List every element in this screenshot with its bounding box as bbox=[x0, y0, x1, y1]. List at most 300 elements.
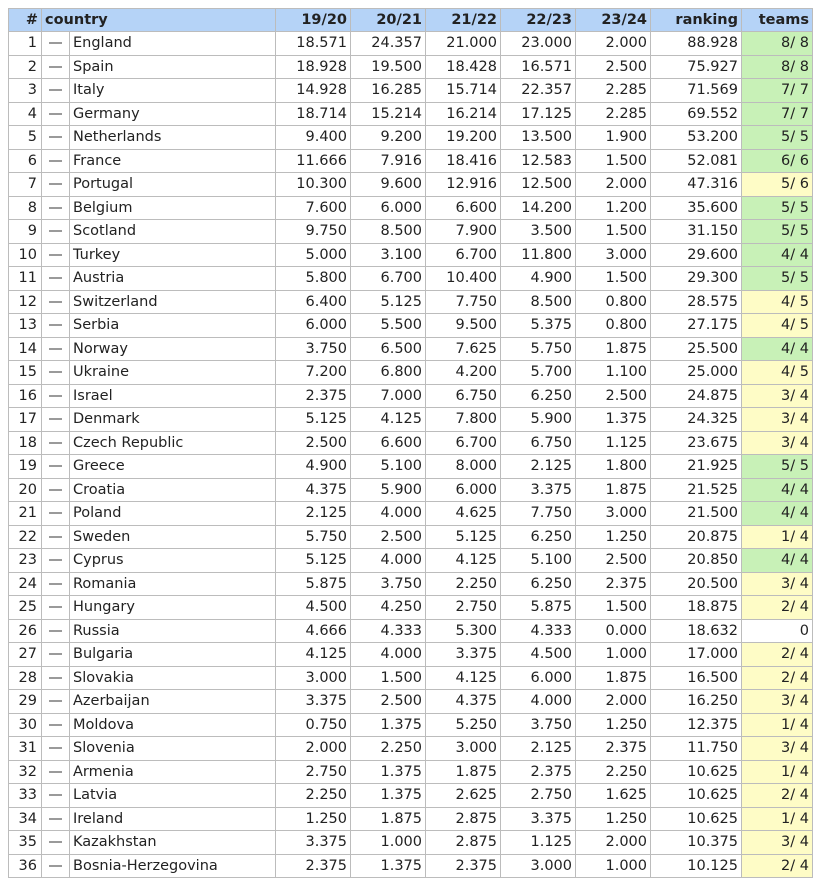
row-rank-index: 34 bbox=[9, 807, 42, 831]
season-23-24-score: 1.250 bbox=[576, 713, 651, 737]
teams-remaining: 3/ 4 bbox=[742, 690, 813, 714]
season-20-21-score: 4.000 bbox=[351, 643, 426, 667]
season-22-23-score: 5.875 bbox=[501, 596, 576, 620]
ranking-score: 20.875 bbox=[651, 525, 742, 549]
country-name[interactable]: Norway bbox=[70, 337, 276, 361]
no-change-dash-icon bbox=[49, 465, 62, 467]
season-19-20-score: 4.666 bbox=[276, 619, 351, 643]
no-change-dash-icon bbox=[49, 653, 62, 655]
country-name[interactable]: Slovenia bbox=[70, 737, 276, 761]
country-name[interactable]: Croatia bbox=[70, 478, 276, 502]
season-19-20-score: 3.375 bbox=[276, 831, 351, 855]
header-row bbox=[9, 9, 813, 32]
season-20-21-score: 2.250 bbox=[351, 737, 426, 761]
teams-remaining: 4/ 5 bbox=[742, 290, 813, 314]
season-19-20-score: 5.800 bbox=[276, 267, 351, 291]
row-rank-index: 28 bbox=[9, 666, 42, 690]
season-21-22-score: 4.125 bbox=[426, 549, 501, 573]
no-change-dash-icon bbox=[49, 348, 62, 350]
country-name[interactable]: Azerbaijan bbox=[70, 690, 276, 714]
season-23-24-score: 2.285 bbox=[576, 79, 651, 103]
rank-change-icon bbox=[42, 79, 70, 103]
rank-change-icon bbox=[42, 455, 70, 479]
teams-remaining: 2/ 4 bbox=[742, 854, 813, 878]
teams-remaining: 4/ 4 bbox=[742, 478, 813, 502]
no-change-dash-icon bbox=[49, 489, 62, 491]
ranking-score: 71.569 bbox=[651, 79, 742, 103]
no-change-dash-icon bbox=[49, 230, 62, 232]
ranking-score: 10.125 bbox=[651, 854, 742, 878]
season-21-22-score: 7.900 bbox=[426, 220, 501, 244]
header-country[interactable]: country bbox=[42, 9, 276, 32]
season-20-21-score: 1.375 bbox=[351, 760, 426, 784]
row-rank-index: 22 bbox=[9, 525, 42, 549]
no-change-dash-icon bbox=[49, 42, 62, 44]
no-change-dash-icon bbox=[49, 794, 62, 796]
country-name[interactable]: Switzerland bbox=[70, 290, 276, 314]
season-19-20-score: 5.875 bbox=[276, 572, 351, 596]
country-name[interactable]: Greece bbox=[70, 455, 276, 479]
teams-remaining: 2/ 4 bbox=[742, 784, 813, 808]
table-row bbox=[9, 666, 813, 690]
season-23-24-score: 0.800 bbox=[576, 290, 651, 314]
season-20-21-score: 9.200 bbox=[351, 126, 426, 150]
table-row bbox=[9, 596, 813, 620]
row-rank-index: 15 bbox=[9, 361, 42, 385]
teams-remaining: 8/ 8 bbox=[742, 55, 813, 79]
season-22-23-score: 2.125 bbox=[501, 737, 576, 761]
ranking-score: 10.375 bbox=[651, 831, 742, 855]
row-rank-index: 33 bbox=[9, 784, 42, 808]
header-ranking[interactable]: ranking bbox=[651, 9, 742, 32]
no-change-dash-icon bbox=[49, 583, 62, 585]
ranking-score: 25.000 bbox=[651, 361, 742, 385]
no-change-dash-icon bbox=[49, 371, 62, 373]
season-23-24-score: 2.000 bbox=[576, 173, 651, 197]
teams-remaining: 5/ 5 bbox=[742, 196, 813, 220]
season-21-22-score: 2.250 bbox=[426, 572, 501, 596]
country-name[interactable]: Sweden bbox=[70, 525, 276, 549]
rank-change-icon bbox=[42, 196, 70, 220]
row-rank-index: 25 bbox=[9, 596, 42, 620]
no-change-dash-icon bbox=[49, 207, 62, 209]
season-23-24-score: 1.900 bbox=[576, 126, 651, 150]
season-19-20-score: 2.375 bbox=[276, 384, 351, 408]
season-21-22-score: 6.000 bbox=[426, 478, 501, 502]
row-rank-index: 24 bbox=[9, 572, 42, 596]
teams-remaining: 3/ 4 bbox=[742, 572, 813, 596]
rank-change-icon bbox=[42, 173, 70, 197]
ranking-score: 24.875 bbox=[651, 384, 742, 408]
country-name[interactable]: Israel bbox=[70, 384, 276, 408]
table-row bbox=[9, 431, 813, 455]
ranking-score: 10.625 bbox=[651, 784, 742, 808]
season-22-23-score: 6.250 bbox=[501, 525, 576, 549]
table-row bbox=[9, 643, 813, 667]
season-20-21-score: 1.375 bbox=[351, 854, 426, 878]
season-20-21-score: 4.333 bbox=[351, 619, 426, 643]
teams-remaining: 7/ 7 bbox=[742, 102, 813, 126]
country-name[interactable]: Portugal bbox=[70, 173, 276, 197]
no-change-dash-icon bbox=[49, 747, 62, 749]
season-20-21-score: 5.100 bbox=[351, 455, 426, 479]
ranking-score: 18.632 bbox=[651, 619, 742, 643]
table-row bbox=[9, 455, 813, 479]
season-22-23-score: 5.900 bbox=[501, 408, 576, 432]
row-rank-index: 3 bbox=[9, 79, 42, 103]
country-name[interactable]: Netherlands bbox=[70, 126, 276, 150]
header-season-23-24[interactable]: 23/24 bbox=[576, 9, 651, 32]
country-name[interactable]: Bosnia-Herzegovina bbox=[70, 854, 276, 878]
country-name[interactable]: Spain bbox=[70, 55, 276, 79]
season-19-20-score: 4.125 bbox=[276, 643, 351, 667]
row-rank-index: 27 bbox=[9, 643, 42, 667]
season-20-21-score: 3.100 bbox=[351, 243, 426, 267]
season-21-22-score: 7.625 bbox=[426, 337, 501, 361]
country-name[interactable]: Hungary bbox=[70, 596, 276, 620]
table-row bbox=[9, 549, 813, 573]
season-21-22-score: 5.250 bbox=[426, 713, 501, 737]
row-rank-index: 14 bbox=[9, 337, 42, 361]
header-rank-index[interactable]: # bbox=[9, 9, 42, 32]
row-rank-index: 30 bbox=[9, 713, 42, 737]
table-row bbox=[9, 502, 813, 526]
row-rank-index: 19 bbox=[9, 455, 42, 479]
no-change-dash-icon bbox=[49, 700, 62, 702]
ranking-score: 52.081 bbox=[651, 149, 742, 173]
season-23-24-score: 1.875 bbox=[576, 666, 651, 690]
rank-change-icon bbox=[42, 290, 70, 314]
season-23-24-score: 1.500 bbox=[576, 596, 651, 620]
season-19-20-score: 14.928 bbox=[276, 79, 351, 103]
table-row bbox=[9, 102, 813, 126]
country-name[interactable]: France bbox=[70, 149, 276, 173]
rank-change-icon bbox=[42, 596, 70, 620]
season-20-21-score: 16.285 bbox=[351, 79, 426, 103]
season-19-20-score: 7.200 bbox=[276, 361, 351, 385]
season-21-22-score: 18.416 bbox=[426, 149, 501, 173]
row-rank-index: 11 bbox=[9, 267, 42, 291]
table-row bbox=[9, 525, 813, 549]
ranking-score: 47.316 bbox=[651, 173, 742, 197]
rank-change-icon bbox=[42, 408, 70, 432]
season-21-22-score: 7.800 bbox=[426, 408, 501, 432]
teams-remaining: 5/ 6 bbox=[742, 173, 813, 197]
rank-change-icon bbox=[42, 126, 70, 150]
season-23-24-score: 2.500 bbox=[576, 384, 651, 408]
season-19-20-score: 2.500 bbox=[276, 431, 351, 455]
table-row bbox=[9, 690, 813, 714]
season-22-23-score: 2.750 bbox=[501, 784, 576, 808]
season-20-21-score: 5.500 bbox=[351, 314, 426, 338]
row-rank-index: 12 bbox=[9, 290, 42, 314]
season-20-21-score: 5.125 bbox=[351, 290, 426, 314]
season-21-22-score: 12.916 bbox=[426, 173, 501, 197]
country-name[interactable]: Scotland bbox=[70, 220, 276, 244]
teams-remaining: 1/ 4 bbox=[742, 760, 813, 784]
season-22-23-score: 6.000 bbox=[501, 666, 576, 690]
country-ranking-table bbox=[8, 8, 813, 878]
row-rank-index: 10 bbox=[9, 243, 42, 267]
rank-change-icon bbox=[42, 102, 70, 126]
row-rank-index: 13 bbox=[9, 314, 42, 338]
rank-change-icon bbox=[42, 361, 70, 385]
season-21-22-score: 2.750 bbox=[426, 596, 501, 620]
teams-remaining: 4/ 4 bbox=[742, 243, 813, 267]
season-20-21-score: 15.214 bbox=[351, 102, 426, 126]
rank-change-icon bbox=[42, 549, 70, 573]
table-row bbox=[9, 760, 813, 784]
table-row bbox=[9, 79, 813, 103]
season-23-24-score: 1.100 bbox=[576, 361, 651, 385]
season-20-21-score: 7.000 bbox=[351, 384, 426, 408]
no-change-dash-icon bbox=[49, 277, 62, 279]
row-rank-index: 5 bbox=[9, 126, 42, 150]
season-22-23-score: 3.375 bbox=[501, 807, 576, 831]
teams-remaining: 4/ 4 bbox=[742, 502, 813, 526]
row-rank-index: 18 bbox=[9, 431, 42, 455]
country-name[interactable]: Ukraine bbox=[70, 361, 276, 385]
country-name[interactable]: Latvia bbox=[70, 784, 276, 808]
country-name[interactable]: Czech Republic bbox=[70, 431, 276, 455]
season-19-20-score: 3.375 bbox=[276, 690, 351, 714]
season-22-23-score: 8.500 bbox=[501, 290, 576, 314]
season-23-24-score: 3.000 bbox=[576, 502, 651, 526]
season-22-23-score: 4.900 bbox=[501, 267, 576, 291]
no-change-dash-icon bbox=[49, 418, 62, 420]
season-23-24-score: 2.375 bbox=[576, 737, 651, 761]
teams-remaining: 7/ 7 bbox=[742, 79, 813, 103]
season-20-21-score: 24.357 bbox=[351, 32, 426, 56]
teams-remaining: 1/ 4 bbox=[742, 807, 813, 831]
season-22-23-score: 5.700 bbox=[501, 361, 576, 385]
season-23-24-score: 2.250 bbox=[576, 760, 651, 784]
season-22-23-score: 11.800 bbox=[501, 243, 576, 267]
rank-change-icon bbox=[42, 784, 70, 808]
row-rank-index: 2 bbox=[9, 55, 42, 79]
ranking-score: 28.575 bbox=[651, 290, 742, 314]
row-rank-index: 17 bbox=[9, 408, 42, 432]
header-teams[interactable]: teams bbox=[742, 9, 813, 32]
ranking-score: 20.500 bbox=[651, 572, 742, 596]
row-rank-index: 29 bbox=[9, 690, 42, 714]
header-season-22-23[interactable]: 22/23 bbox=[501, 9, 576, 32]
row-rank-index: 35 bbox=[9, 831, 42, 855]
ranking-score: 21.500 bbox=[651, 502, 742, 526]
row-rank-index: 23 bbox=[9, 549, 42, 573]
table-row bbox=[9, 831, 813, 855]
season-23-24-score: 1.875 bbox=[576, 337, 651, 361]
table-row bbox=[9, 243, 813, 267]
season-20-21-score: 1.375 bbox=[351, 784, 426, 808]
header-season-20-21[interactable]: 20/21 bbox=[351, 9, 426, 32]
header-season-21-22[interactable]: 21/22 bbox=[426, 9, 501, 32]
rank-change-icon bbox=[42, 737, 70, 761]
country-name[interactable]: Belgium bbox=[70, 196, 276, 220]
rank-change-icon bbox=[42, 431, 70, 455]
season-21-22-score: 1.875 bbox=[426, 760, 501, 784]
season-21-22-score: 2.375 bbox=[426, 854, 501, 878]
ranking-score: 16.250 bbox=[651, 690, 742, 714]
season-22-23-score: 22.357 bbox=[501, 79, 576, 103]
season-19-20-score: 5.750 bbox=[276, 525, 351, 549]
ranking-score: 53.200 bbox=[651, 126, 742, 150]
country-name[interactable]: Kazakhstan bbox=[70, 831, 276, 855]
ranking-score: 75.927 bbox=[651, 55, 742, 79]
rank-change-icon bbox=[42, 267, 70, 291]
season-22-23-score: 13.500 bbox=[501, 126, 576, 150]
row-rank-index: 31 bbox=[9, 737, 42, 761]
season-23-24-score: 1.250 bbox=[576, 807, 651, 831]
no-change-dash-icon bbox=[49, 536, 62, 538]
season-19-20-score: 18.571 bbox=[276, 32, 351, 56]
no-change-dash-icon bbox=[49, 136, 62, 138]
season-23-24-score: 1.625 bbox=[576, 784, 651, 808]
season-20-21-score: 19.500 bbox=[351, 55, 426, 79]
season-22-23-score: 14.200 bbox=[501, 196, 576, 220]
no-change-dash-icon bbox=[49, 160, 62, 162]
season-20-21-score: 6.800 bbox=[351, 361, 426, 385]
no-change-dash-icon bbox=[49, 841, 62, 843]
country-name[interactable]: Romania bbox=[70, 572, 276, 596]
country-name[interactable]: Poland bbox=[70, 502, 276, 526]
season-21-22-score: 6.700 bbox=[426, 243, 501, 267]
season-19-20-score: 2.125 bbox=[276, 502, 351, 526]
season-21-22-score: 8.000 bbox=[426, 455, 501, 479]
row-rank-index: 9 bbox=[9, 220, 42, 244]
season-19-20-score: 9.400 bbox=[276, 126, 351, 150]
table-row bbox=[9, 220, 813, 244]
row-rank-index: 16 bbox=[9, 384, 42, 408]
no-change-dash-icon bbox=[49, 512, 62, 514]
season-19-20-score: 18.714 bbox=[276, 102, 351, 126]
ranking-score: 11.750 bbox=[651, 737, 742, 761]
country-name[interactable]: Russia bbox=[70, 619, 276, 643]
table-row bbox=[9, 713, 813, 737]
season-20-21-score: 5.900 bbox=[351, 478, 426, 502]
season-20-21-score: 2.500 bbox=[351, 690, 426, 714]
season-19-20-score: 2.375 bbox=[276, 854, 351, 878]
rank-change-icon bbox=[42, 713, 70, 737]
teams-remaining: 1/ 4 bbox=[742, 713, 813, 737]
season-23-24-score: 2.285 bbox=[576, 102, 651, 126]
season-21-22-score: 2.875 bbox=[426, 831, 501, 855]
country-name[interactable]: Slovakia bbox=[70, 666, 276, 690]
rank-change-icon bbox=[42, 643, 70, 667]
country-name[interactable]: Armenia bbox=[70, 760, 276, 784]
season-22-23-score: 5.100 bbox=[501, 549, 576, 573]
table-row bbox=[9, 55, 813, 79]
country-name[interactable]: Austria bbox=[70, 267, 276, 291]
season-21-22-score: 4.375 bbox=[426, 690, 501, 714]
table-row bbox=[9, 572, 813, 596]
row-rank-index: 4 bbox=[9, 102, 42, 126]
country-name[interactable]: Cyprus bbox=[70, 549, 276, 573]
table-row bbox=[9, 126, 813, 150]
no-change-dash-icon bbox=[49, 183, 62, 185]
row-rank-index: 8 bbox=[9, 196, 42, 220]
country-name[interactable]: Moldova bbox=[70, 713, 276, 737]
ranking-score: 31.150 bbox=[651, 220, 742, 244]
season-22-23-score: 5.750 bbox=[501, 337, 576, 361]
season-23-24-score: 2.000 bbox=[576, 690, 651, 714]
season-20-21-score: 9.600 bbox=[351, 173, 426, 197]
season-22-23-score: 3.000 bbox=[501, 854, 576, 878]
teams-remaining: 2/ 4 bbox=[742, 596, 813, 620]
teams-remaining: 5/ 5 bbox=[742, 126, 813, 150]
season-21-22-score: 6.600 bbox=[426, 196, 501, 220]
season-23-24-score: 0.800 bbox=[576, 314, 651, 338]
season-22-23-score: 12.500 bbox=[501, 173, 576, 197]
season-19-20-score: 4.900 bbox=[276, 455, 351, 479]
season-21-22-score: 3.000 bbox=[426, 737, 501, 761]
season-20-21-score: 1.000 bbox=[351, 831, 426, 855]
season-20-21-score: 6.700 bbox=[351, 267, 426, 291]
season-23-24-score: 1.500 bbox=[576, 220, 651, 244]
table-body bbox=[9, 32, 813, 878]
season-20-21-score: 6.000 bbox=[351, 196, 426, 220]
season-22-23-score: 6.750 bbox=[501, 431, 576, 455]
row-rank-index: 1 bbox=[9, 32, 42, 56]
season-19-20-score: 11.666 bbox=[276, 149, 351, 173]
season-22-23-score: 4.500 bbox=[501, 643, 576, 667]
season-22-23-score: 23.000 bbox=[501, 32, 576, 56]
rank-change-icon bbox=[42, 525, 70, 549]
rank-change-icon bbox=[42, 337, 70, 361]
season-23-24-score: 1.500 bbox=[576, 149, 651, 173]
row-rank-index: 32 bbox=[9, 760, 42, 784]
season-19-20-score: 2.250 bbox=[276, 784, 351, 808]
country-name[interactable]: Germany bbox=[70, 102, 276, 126]
season-20-21-score: 6.500 bbox=[351, 337, 426, 361]
season-22-23-score: 16.571 bbox=[501, 55, 576, 79]
rank-change-icon bbox=[42, 243, 70, 267]
country-name[interactable]: Bulgaria bbox=[70, 643, 276, 667]
country-name[interactable]: Turkey bbox=[70, 243, 276, 267]
season-22-23-score: 3.375 bbox=[501, 478, 576, 502]
season-23-24-score: 2.000 bbox=[576, 32, 651, 56]
ranking-score: 21.525 bbox=[651, 478, 742, 502]
season-23-24-score: 2.500 bbox=[576, 549, 651, 573]
no-change-dash-icon bbox=[49, 89, 62, 91]
season-22-23-score: 2.125 bbox=[501, 455, 576, 479]
country-name[interactable]: Ireland bbox=[70, 807, 276, 831]
season-19-20-score: 5.000 bbox=[276, 243, 351, 267]
table-row bbox=[9, 807, 813, 831]
country-name[interactable]: Serbia bbox=[70, 314, 276, 338]
teams-remaining: 6/ 6 bbox=[742, 149, 813, 173]
country-name[interactable]: Italy bbox=[70, 79, 276, 103]
season-19-20-score: 2.750 bbox=[276, 760, 351, 784]
header-season-19-20[interactable]: 19/20 bbox=[276, 9, 351, 32]
teams-remaining: 4/ 4 bbox=[742, 337, 813, 361]
teams-remaining: 5/ 5 bbox=[742, 220, 813, 244]
season-21-22-score: 2.875 bbox=[426, 807, 501, 831]
teams-remaining: 3/ 4 bbox=[742, 431, 813, 455]
season-20-21-score: 1.500 bbox=[351, 666, 426, 690]
season-20-21-score: 4.000 bbox=[351, 502, 426, 526]
country-name[interactable]: England bbox=[70, 32, 276, 56]
no-change-dash-icon bbox=[49, 254, 62, 256]
country-name[interactable]: Denmark bbox=[70, 408, 276, 432]
rank-change-icon bbox=[42, 32, 70, 56]
season-20-21-score: 2.500 bbox=[351, 525, 426, 549]
no-change-dash-icon bbox=[49, 66, 62, 68]
no-change-dash-icon bbox=[49, 606, 62, 608]
season-21-22-score: 5.300 bbox=[426, 619, 501, 643]
rank-change-icon bbox=[42, 384, 70, 408]
ranking-score: 27.175 bbox=[651, 314, 742, 338]
